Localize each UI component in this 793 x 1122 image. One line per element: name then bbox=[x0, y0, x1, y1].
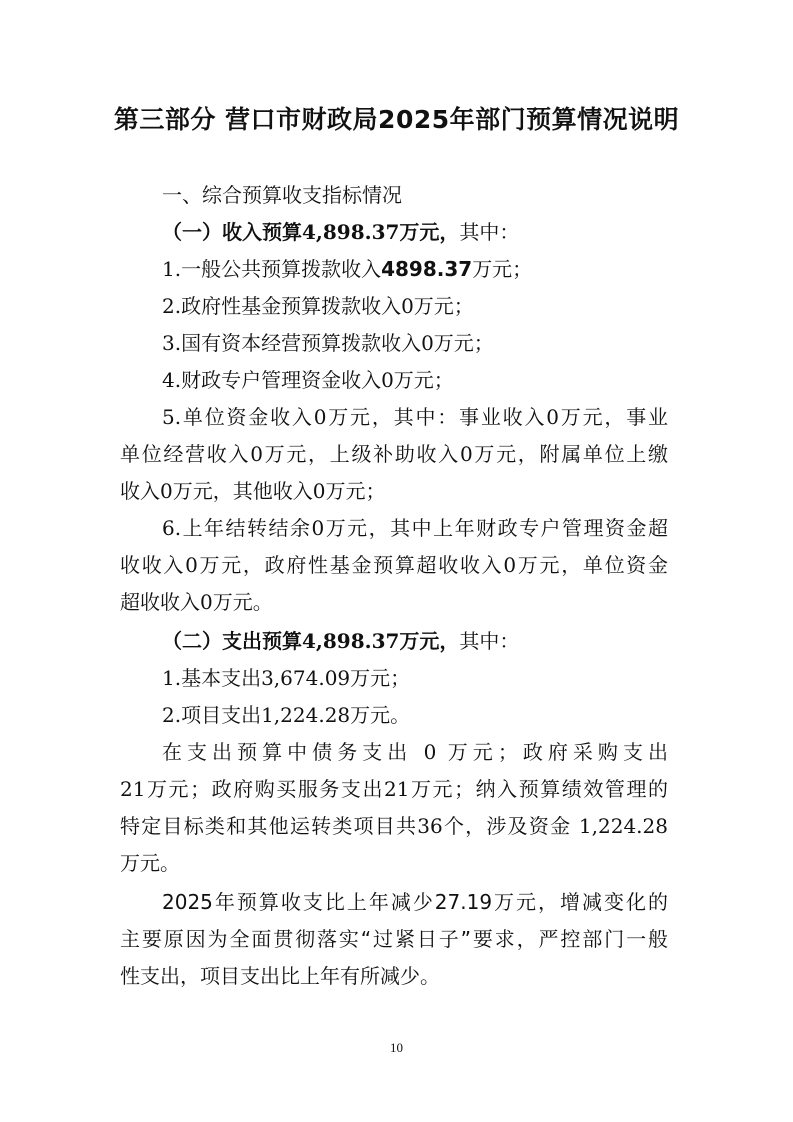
page-title: 第三部分 营口市财政局2025年部门预算情况说明 bbox=[113, 105, 680, 134]
summary-line-2: 主要原因为全面贯彻落实“过紧日子”要求，严控部门一般 bbox=[120, 927, 668, 951]
income-item-1-suffix: 万元； bbox=[472, 257, 533, 281]
summary-line-1: 2025年预算收支比上年减少27.19万元，增减变化的 bbox=[162, 890, 668, 914]
expense-heading-rest: 其中： bbox=[459, 629, 520, 653]
income-item-6-line-1: 6.上年结转结余0万元，其中上年财政专户管理资金超 bbox=[162, 516, 668, 540]
income-item-6-line-3: 超收收入0万元。 bbox=[120, 590, 273, 614]
expense-item-1: 1.基本支出3,674.09万元； bbox=[162, 666, 411, 690]
expense-note-line-3: 特定目标类和其他运转类项目共36个，涉及资金 1,224.28 bbox=[120, 814, 668, 838]
expense-note-line-4: 万元。 bbox=[120, 851, 180, 875]
income-item-6-line-2: 收收入0万元，政府性基金预算超收收入0万元，单位资金 bbox=[120, 553, 668, 577]
income-item-5-line-1: 5.单位资金收入0万元，其中：事业收入0万元，事业 bbox=[162, 405, 668, 429]
income-heading-rest: 其中： bbox=[459, 220, 520, 244]
expense-note-line-2: 21万元；政府购买服务支出21万元；纳入预算绩效管理的 bbox=[120, 777, 668, 801]
expense-note-line-1: 在支出预算中债务支出 0 万元；政府采购支出 bbox=[162, 740, 668, 764]
section-heading-overview: 一、综合预算收支指标情况 bbox=[162, 183, 402, 207]
income-item-4: 4.财政专户管理资金收入0万元； bbox=[162, 368, 454, 392]
summary-line-3: 性支出，项目支出比上年有所减少。 bbox=[120, 964, 440, 988]
expense-item-2: 2.项目支出1,224.28万元。 bbox=[162, 703, 411, 727]
income-heading bbox=[162, 218, 519, 246]
income-item-5-line-2: 单位经营收入0万元，上级补助收入0万元，附属单位上缴 bbox=[120, 442, 668, 466]
income-item-1-prefix: 1.一般公共预算拨款收入 bbox=[162, 257, 382, 281]
income-item-1-amount: 4898.37 bbox=[381, 257, 473, 281]
income-item-1 bbox=[162, 255, 532, 283]
income-item-3: 3.国有资本经营预算拨款收入0万元； bbox=[162, 331, 494, 355]
income-heading-bold: （一）收入预算4,898.37万元， bbox=[162, 220, 460, 244]
income-item-2: 2.政府性基金预算拨款收入0万元； bbox=[162, 294, 474, 318]
page-number: 10 bbox=[390, 1040, 403, 1055]
expense-heading-bold: （二）支出预算4,898.37万元， bbox=[162, 629, 460, 653]
income-item-5-line-3: 收入0万元，其他收入0万元； bbox=[120, 479, 386, 503]
expense-heading bbox=[162, 627, 519, 655]
